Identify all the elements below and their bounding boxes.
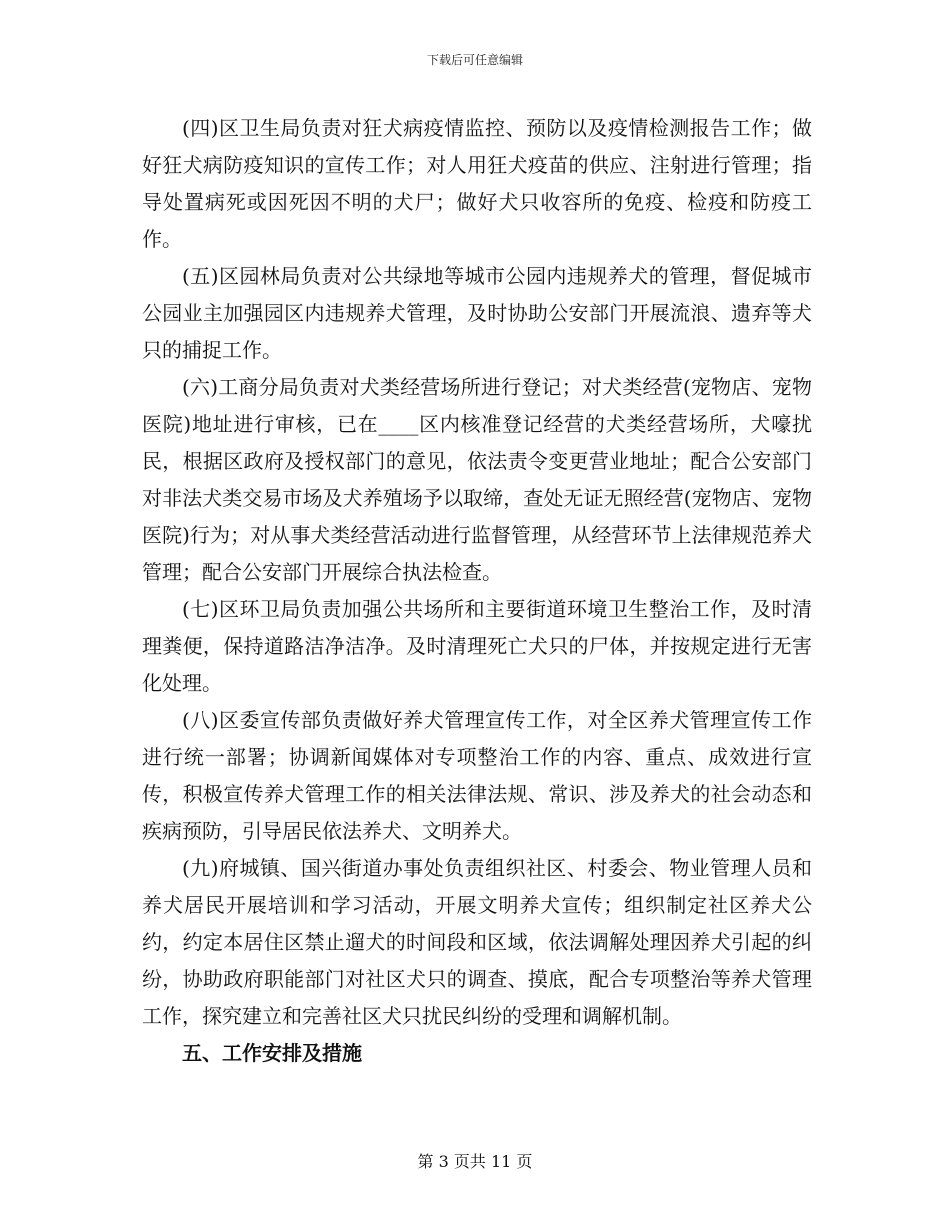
- page-number: 第 3 页共 11 页: [417, 1152, 533, 1171]
- section-heading: 五、工作安排及措施: [182, 1041, 362, 1065]
- paragraph-street-office: (九)府城镇、国兴街道办事处负责组织社区、村委会、物业管理人员和养犬居民开展培训和学习活动，开展文明养犬宣传；组织制定社区养犬公约，约定本居住区禁止遛犬的时间段和区域，依法调解处理因养犬引起的纠纷，协助政府职能部门对社区犬只的调查、摸底，配合专项整治等养犬管理工作，探究建立和完善社区犬只扰民纠纷的受理和调解机制。: [142, 856, 812, 1028]
- document-body: [142, 110, 812, 1072]
- paragraph-commerce-bureau: (六)工商分局负责对犬类经营场所进行登记；对犬类经营(宠物店、宠物医院)地址进行审核，已在____区内核准登记经营的犬类经营场所，犬嚎扰民，根据区政府及授权部门的意见，依法责令变更营业地址；配合公安部门对非法犬类交易市场及犬养殖场予以取缔，查处无证无照经营(宠物店、宠物医院)行为；对从事犬类经营活动进行监督管理，从经营环节上法律规范养犬管理；配合公安部门开展综合执法检查。: [142, 375, 812, 584]
- paragraph-health-bureau: (四)区卫生局负责对狂犬病疫情监控、预防以及疫情检测报告工作；做好狂犬病防疫知识的宣传工作；对人用狂犬疫苗的供应、注射进行管理；指导处置病死或因死因不明的犬尸；做好犬只收容所的免疫、检疫和防疫工作。: [142, 116, 812, 251]
- paragraph-garden-bureau: (五)区园林局负责对公共绿地等城市公园内违规养犬的管理，督促城市公园业主加强园区内违规养犬管理，及时协助公安部门开展流浪、遗弃等犬只的捕捉工作。: [142, 264, 812, 362]
- page-header: 下载后可任意编辑: [426, 53, 523, 67]
- paragraph-sanitation-bureau: (七)区环卫局负责加强公共场所和主要街道环境卫生整治工作，及时清理粪便，保持道路洁净洁净。及时清理死亡犬只的尸体，并按规定进行无害化处理。: [142, 597, 812, 695]
- paragraph-publicity-department: (八)区委宣传部负责做好养犬管理宣传工作，对全区养犬管理宣传工作进行统一部署；协调新闻媒体对专项整治工作的内容、重点、成效进行宣传，积极宣传养犬管理工作的相关法律法规、常识、涉及养犬的社会动态和疾病预防，引导居民依法养犬、文明养犬。: [142, 708, 812, 843]
